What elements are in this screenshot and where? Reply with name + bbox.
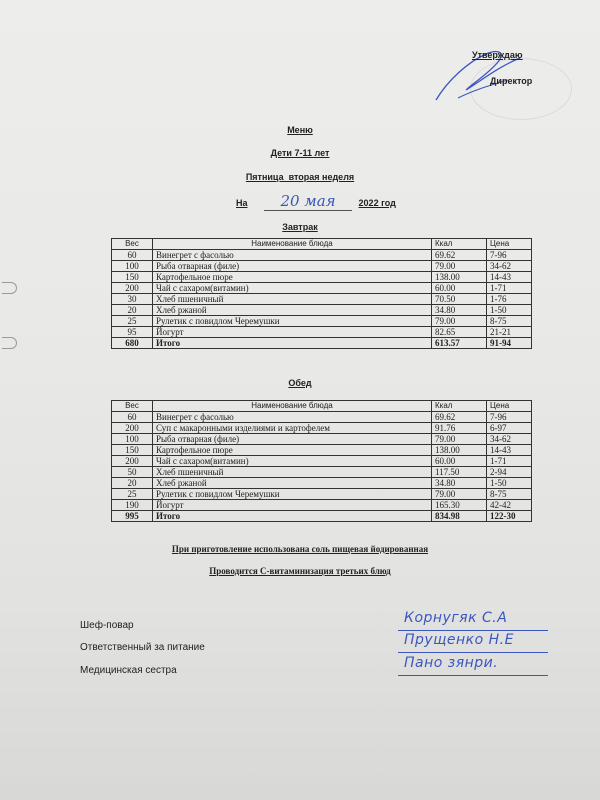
page-title: Меню <box>287 125 313 135</box>
day-of-week: Пятница вторая неделя <box>245 172 355 182</box>
total-cell: Итого <box>153 511 432 522</box>
breakfast-title: Завтрак <box>282 222 318 232</box>
table-cell: 14-43 <box>487 445 532 456</box>
column-header: Наименование блюда <box>153 401 432 412</box>
table-cell: 60 <box>112 412 153 423</box>
table-cell: 8-75 <box>487 316 532 327</box>
breakfast-table <box>111 238 532 349</box>
column-header: Цена <box>487 239 532 250</box>
binder-hole <box>2 282 17 294</box>
column-header: Вес <box>112 239 153 250</box>
table-cell: 1-71 <box>487 283 532 294</box>
total-cell: 91-94 <box>487 338 532 349</box>
total-cell: Итого <box>153 338 432 349</box>
table-cell: 100 <box>112 434 153 445</box>
table-row <box>112 327 532 338</box>
signature-underline <box>398 652 548 653</box>
signature-underline <box>398 630 548 631</box>
approve-label: Утверждаю <box>472 50 523 60</box>
approval-block <box>472 50 533 86</box>
table-cell: 2-94 <box>487 467 532 478</box>
table-cell: 69.62 <box>432 412 487 423</box>
table-cell: 34-62 <box>487 261 532 272</box>
table-row <box>112 412 532 423</box>
date-line <box>236 192 396 211</box>
table-cell: 21-21 <box>487 327 532 338</box>
signature-responsible: Прущенко Н.Е <box>404 632 514 648</box>
table-row <box>112 456 532 467</box>
table-cell: 165.30 <box>432 500 487 511</box>
signature-chef: Корнугяк С.А <box>404 610 508 626</box>
table-cell: 60.00 <box>432 283 487 294</box>
table-row <box>112 283 532 294</box>
total-cell: 834.98 <box>432 511 487 522</box>
table-cell: 70.50 <box>432 294 487 305</box>
table-row <box>112 445 532 456</box>
table-cell: Йогурт <box>153 327 432 338</box>
table-cell: Рулетик с повидлом Черемушки <box>153 489 432 500</box>
total-cell: 122-30 <box>487 511 532 522</box>
table-cell: Картофельное пюре <box>153 445 432 456</box>
table-cell: 1-50 <box>487 478 532 489</box>
table-cell: Картофельное пюре <box>153 272 432 283</box>
column-header: Наименование блюда <box>153 239 432 250</box>
date-year: 2022 год <box>358 198 396 208</box>
table-cell: 200 <box>112 283 153 294</box>
table-cell: 20 <box>112 305 153 316</box>
table-cell: 1-71 <box>487 456 532 467</box>
table-cell: 34-62 <box>487 434 532 445</box>
table-cell: Рыба отварная (филе) <box>153 434 432 445</box>
table-cell: 69.62 <box>432 250 487 261</box>
table-cell: 82.65 <box>432 327 487 338</box>
salt-note: При приготовление использована соль пищевая йодированная <box>171 544 429 554</box>
column-header: Ккал <box>432 401 487 412</box>
table-cell: 8-75 <box>487 489 532 500</box>
table-cell: 25 <box>112 489 153 500</box>
table-row <box>112 305 532 316</box>
table-header-row <box>112 401 532 412</box>
table-row <box>112 434 532 445</box>
table-cell: 60 <box>112 250 153 261</box>
table-cell: Винегрет с фасолью <box>153 250 432 261</box>
table-total-row <box>112 338 532 349</box>
table-cell: 79.00 <box>432 261 487 272</box>
table-cell: 6-97 <box>487 423 532 434</box>
signature-nurse: Пано зянри. <box>404 655 499 671</box>
signature-role-responsible: Ответственный за питание <box>80 642 205 653</box>
table-cell: 95 <box>112 327 153 338</box>
director-label: Директор <box>490 76 533 86</box>
table-row <box>112 478 532 489</box>
signature-role-chef: Шеф-повар <box>80 620 134 631</box>
lunch-title: Обед <box>288 378 312 388</box>
table-cell: 200 <box>112 456 153 467</box>
table-cell: 25 <box>112 316 153 327</box>
table-cell: 79.00 <box>432 434 487 445</box>
date-prefix: На <box>236 198 248 208</box>
table-row <box>112 250 532 261</box>
binder-hole <box>2 337 17 349</box>
table-cell: Хлеб пшеничный <box>153 294 432 305</box>
signature-underline <box>398 675 548 676</box>
table-cell: 138.00 <box>432 272 487 283</box>
table-cell: Суп с макаронными изделиями и картофелем <box>153 423 432 434</box>
table-cell: Хлеб ржаной <box>153 305 432 316</box>
table-cell: 138.00 <box>432 445 487 456</box>
table-cell: Хлеб пшеничный <box>153 467 432 478</box>
table-cell: 30 <box>112 294 153 305</box>
table-cell: 91.76 <box>432 423 487 434</box>
table-cell: Йогурт <box>153 500 432 511</box>
table-cell: Рыба отварная (филе) <box>153 261 432 272</box>
table-cell: 60.00 <box>432 456 487 467</box>
lunch-table <box>111 400 532 522</box>
table-cell: 100 <box>112 261 153 272</box>
table-cell: Хлеб ржаной <box>153 478 432 489</box>
table-cell: 34.80 <box>432 305 487 316</box>
table-row <box>112 467 532 478</box>
table-cell: 117.50 <box>432 467 487 478</box>
table-cell: 200 <box>112 423 153 434</box>
table-cell: 42-42 <box>487 500 532 511</box>
table-cell: 50 <box>112 467 153 478</box>
table-row <box>112 500 532 511</box>
table-cell: Чай с сахаром(витамин) <box>153 456 432 467</box>
table-cell: Винегрет с фасолью <box>153 412 432 423</box>
column-header: Цена <box>487 401 532 412</box>
table-cell: 20 <box>112 478 153 489</box>
table-cell: 150 <box>112 445 153 456</box>
total-cell: 995 <box>112 511 153 522</box>
table-cell: 34.80 <box>432 478 487 489</box>
table-cell: 1-76 <box>487 294 532 305</box>
table-cell: 79.00 <box>432 489 487 500</box>
table-cell: 7-96 <box>487 412 532 423</box>
table-cell: 7-96 <box>487 250 532 261</box>
column-header: Ккал <box>432 239 487 250</box>
table-row <box>112 294 532 305</box>
table-row <box>112 272 532 283</box>
date-handwritten: 20 мая <box>264 192 352 211</box>
table-header-row <box>112 239 532 250</box>
table-total-row <box>112 511 532 522</box>
table-cell: 1-50 <box>487 305 532 316</box>
table-cell: 150 <box>112 272 153 283</box>
table-row <box>112 489 532 500</box>
total-cell: 680 <box>112 338 153 349</box>
table-cell: 14-43 <box>487 272 532 283</box>
table-cell: 190 <box>112 500 153 511</box>
table-row <box>112 423 532 434</box>
total-cell: 613.57 <box>432 338 487 349</box>
column-header: Вес <box>112 401 153 412</box>
age-group: Дети 7-11 лет <box>270 148 330 158</box>
table-cell: 79.00 <box>432 316 487 327</box>
vitamin-note: Проводится С-витаминизация третьих блюд <box>209 566 391 576</box>
signature-role-nurse: Медицинская сестра <box>80 665 177 676</box>
table-row <box>112 261 532 272</box>
table-cell: Рулетик с повидлом Черемушки <box>153 316 432 327</box>
table-cell: Чай с сахаром(витамин) <box>153 283 432 294</box>
table-row <box>112 316 532 327</box>
